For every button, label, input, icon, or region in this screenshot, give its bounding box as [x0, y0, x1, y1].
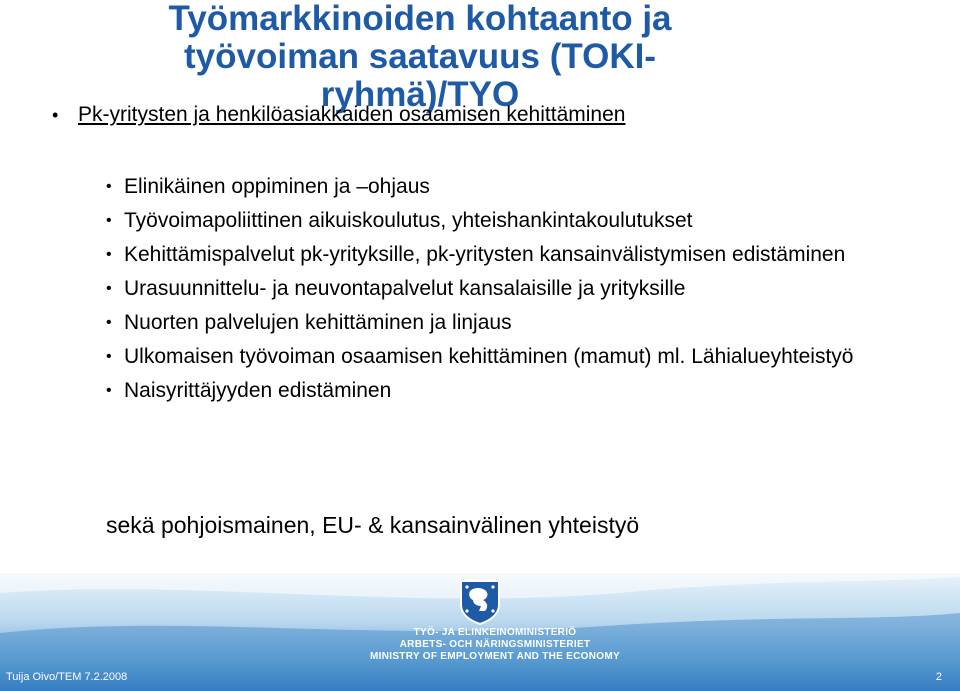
ministry-crest-icon — [455, 577, 505, 625]
list-item — [106, 172, 926, 202]
list-item-text: Naisyrittäjyyden edistäminen — [124, 379, 392, 402]
list-item — [106, 206, 926, 236]
footer-author-date: Tuija Oivo/TEM 7.2.2008 — [6, 671, 128, 683]
title-line-2: työvoiman saatavuus (TOKI- — [184, 37, 656, 76]
sub-bullet-list — [106, 172, 926, 410]
list-item — [106, 376, 926, 406]
slide-title — [100, 0, 740, 114]
list-item — [106, 240, 926, 270]
bullet-icon: • — [106, 314, 112, 331]
list-item-text: Nuorten palvelujen kehittäminen ja linjaus — [124, 311, 512, 334]
list-item — [106, 274, 926, 304]
list-item — [106, 342, 926, 372]
bullet-icon: • — [106, 212, 112, 229]
list-item — [106, 308, 926, 338]
main-bullet — [52, 103, 625, 127]
ministry-name-fi: TYÖ- JA ELINKEINOMINISTERIÖ — [413, 627, 577, 638]
bullet-icon: • — [106, 280, 112, 297]
list-item-text: Elinikäinen oppiminen ja –ohjaus — [124, 175, 430, 198]
list-item-text: Työvoimapoliittinen aikuiskoulutus, yhteishankintakoulutukset — [124, 209, 693, 232]
list-item-text: Ulkomaisen työvoiman osaamisen kehittäminen (mamut) ml. Lähialueyhteistyö — [124, 345, 854, 368]
bullet-icon: • — [106, 246, 112, 263]
title-line-3: ryhmä)/TYO — [320, 75, 520, 114]
page-number: 2 — [935, 671, 942, 683]
bullet-icon: • — [52, 105, 59, 125]
main-bullet-text: Pk-yritysten ja henkilöasiakkaiden osaamisen kehittäminen — [78, 103, 626, 126]
bullet-icon: • — [106, 348, 112, 365]
ministry-name-en: MINISTRY OF EMPLOYMENT AND THE ECONOMY — [370, 651, 620, 662]
list-item-text: Urasuunnittelu- ja neuvontapalvelut kansalaisille ja yrityksille — [124, 277, 686, 300]
bullet-icon: • — [106, 382, 112, 399]
closing-text: sekä pohjoismainen, EU- & kansainvälinen yhteistyö — [106, 512, 640, 538]
title-line-1: Työmarkkinoiden kohtaanto ja — [168, 0, 672, 38]
list-item-text: Kehittämispalvelut pk-yrityksille, pk-yritysten kansainvälistymisen edistäminen — [124, 243, 846, 266]
bullet-icon: • — [106, 178, 112, 195]
ministry-name — [300, 627, 690, 663]
ministry-name-sv: ARBETS- OCH NÄRINGSMINISTERIET — [399, 639, 591, 650]
